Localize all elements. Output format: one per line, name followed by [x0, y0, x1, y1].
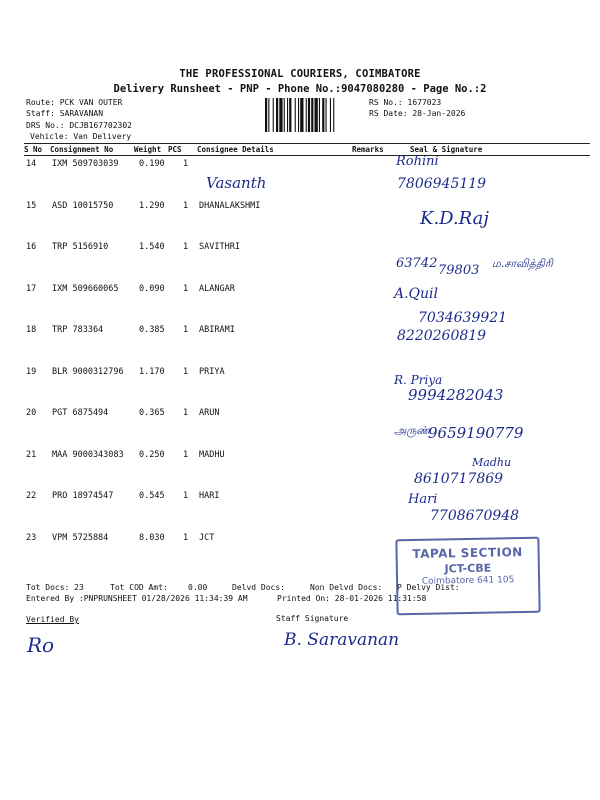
pieces: 1 — [183, 325, 189, 335]
printed-on: Printed On: 28-01-2026 11:31:58 — [277, 594, 427, 603]
table-row — [0, 325, 600, 365]
rs-date: RS Date: 28-Jan-2026 — [369, 109, 466, 118]
consignment-number: BLR 9000312796 — [52, 366, 124, 377]
verified-by-label: Verified By — [26, 615, 79, 624]
barcode-bar — [265, 98, 267, 132]
header-rule-top — [24, 143, 590, 144]
barcode-bar — [284, 98, 285, 132]
row-sno: 18 — [26, 325, 37, 335]
tapal-section-stamp — [395, 537, 540, 616]
handwritten-signature-r21: Madhu — [472, 456, 512, 469]
column-header-weight: Weight — [134, 145, 162, 154]
verified-by-signature: Ro — [27, 633, 55, 657]
staff-label: Staff: SARAVANAN — [26, 109, 104, 118]
consignee-name: JCT — [199, 532, 215, 543]
consignment-number: IXM 509703039 — [52, 159, 119, 169]
barcode-bar — [326, 98, 327, 132]
barcode-bar — [311, 98, 313, 132]
weight: 0.250 — [139, 449, 165, 460]
handwritten-tamil-r20: அருண் — [394, 424, 431, 437]
weight: 0.545 — [139, 491, 165, 501]
consignment-number: TRP 5156910 — [52, 242, 109, 252]
handwritten-tamil-r16: ம.சாவித்திரி — [492, 257, 553, 270]
handwritten-phone-r20: 9659190779 — [428, 424, 524, 442]
handwritten-phone-r22: 7708670948 — [430, 508, 520, 524]
total-docs: Tot Docs: 23 — [26, 583, 84, 592]
barcode-bar — [333, 98, 334, 132]
handwritten-phone-r19: 9994282043 — [408, 386, 504, 404]
pieces: 1 — [183, 242, 189, 252]
column-header-pcs: PCS — [168, 145, 182, 154]
table-row — [0, 201, 600, 241]
pieces: 1 — [183, 200, 189, 211]
barcode-bar — [295, 98, 296, 132]
drs-label: DRS No.: DCJB167702302 — [26, 121, 132, 130]
pieces: 1 — [183, 491, 189, 501]
vehicle-label: Vehicle: Van Delivery — [30, 132, 132, 141]
route-label: Route: PCK VAN OUTER — [26, 98, 123, 107]
table-row — [0, 159, 600, 199]
barcode-bar — [300, 98, 303, 132]
consignee-name: MADHU — [199, 449, 225, 460]
weight: 1.290 — [139, 200, 165, 211]
handwritten-signature-r15: K.D.Raj — [420, 208, 489, 229]
delivered-docs: Delvd Docs: — [232, 583, 285, 592]
pieces: 1 — [183, 408, 189, 418]
weight: 0.090 — [139, 283, 165, 294]
stamp-line-1: TAPAL SECTION — [412, 545, 523, 561]
handwritten-signature-r22: Hari — [408, 492, 438, 507]
consignee-name: HARI — [199, 491, 220, 501]
row-sno: 17 — [26, 283, 37, 294]
consignment-number: ASD 10015750 — [52, 200, 114, 211]
barcode-bar — [289, 98, 291, 132]
rs-number: RS No.: 1677023 — [369, 98, 442, 107]
pieces: 1 — [183, 366, 189, 377]
handwritten-phone-r14: 7806945119 — [397, 176, 487, 192]
row-sno: 16 — [26, 242, 37, 252]
consignment-number: PRO 18974547 — [52, 491, 114, 501]
column-header-seal: Seal & Signature — [410, 145, 483, 154]
barcode-bar — [287, 98, 288, 132]
entered-by: Entered By :PNPRUNSHEET 01/28/2026 11:34:39 AM — [26, 594, 248, 603]
consignee-name: DHANALAKSHMI — [199, 200, 261, 211]
column-header-consignment: Consignment No — [50, 145, 114, 154]
barcode-bar — [273, 98, 274, 132]
row-sno: 19 — [26, 366, 37, 377]
barcode-bar — [308, 98, 310, 132]
staff-signature: B. Saravanan — [284, 630, 400, 650]
header-rule-bottom — [24, 155, 590, 156]
handwritten-phone-r18: 8220260819 — [397, 328, 487, 344]
handwritten-number1-r16: 63742 — [396, 256, 438, 271]
weight: 0.190 — [139, 159, 165, 169]
consignee-name: ALANGAR — [199, 283, 235, 294]
row-sno: 21 — [26, 449, 37, 460]
non-delivered-docs: Non Delvd Docs: — [310, 583, 383, 592]
handwritten-phone-r21: 8610717869 — [414, 471, 504, 487]
row-sno: 22 — [26, 491, 37, 501]
stamp-line-3: Coimbatore 641 105 — [421, 575, 515, 587]
weight: 1.540 — [139, 242, 165, 252]
table-row — [0, 367, 600, 407]
pieces: 1 — [183, 532, 189, 543]
barcode-bar — [279, 98, 282, 132]
consignee-name: ABIRAMI — [199, 325, 235, 335]
handwritten-name-r14: Vasanth — [206, 174, 267, 192]
barcode-bar — [315, 98, 318, 132]
handwritten-phone-r17: 7034639921 — [418, 310, 508, 326]
barcode-bar — [330, 98, 331, 132]
handwritten-signature-r17: A.Quil — [394, 286, 439, 302]
handwritten-signature-r14: Rohini — [396, 154, 439, 169]
pieces: 1 — [183, 159, 189, 169]
consignee-name: SAVITHRI — [199, 242, 240, 252]
handwritten-number2-r16: 79803 — [438, 263, 480, 278]
barcode-bar — [298, 98, 299, 132]
weight: 0.385 — [139, 325, 165, 335]
row-sno: 15 — [26, 200, 37, 211]
row-sno: 14 — [26, 159, 37, 169]
barcode-bar — [268, 98, 269, 132]
page-subtitle: Delivery Runsheet - PNP - Phone No.:9047080280 - Page No.:2 — [113, 83, 487, 95]
barcode-bar — [322, 98, 324, 132]
total-cod-value: 0.00 — [188, 583, 208, 592]
consignee-name: ARUN — [199, 408, 220, 418]
barcode-bar — [276, 98, 278, 132]
row-sno: 23 — [26, 532, 37, 543]
handwritten-signature-r19: R. Priya — [394, 373, 443, 387]
column-header-sno: S No — [24, 145, 43, 154]
stamp-line-2: JCT-CBE — [444, 561, 492, 576]
weight: 0.365 — [139, 408, 165, 418]
consignment-number: PGT 6875494 — [52, 408, 109, 418]
pieces: 1 — [183, 283, 189, 294]
table-row — [0, 284, 600, 324]
barcode-bar — [319, 98, 320, 132]
consignee-name: PRIYA — [199, 366, 225, 377]
partial-delivery: P Delvy Dist: — [397, 583, 460, 592]
page-title: THE PROFESSIONAL COURIERS, COIMBATORE — [179, 68, 421, 80]
weight: 1.170 — [139, 366, 165, 377]
total-cod-label: Tot COD Amt: — [110, 583, 168, 592]
consignment-number: MAA 9000343083 — [52, 449, 124, 460]
staff-signature-label: Staff Signature — [276, 614, 349, 623]
column-header-consignee: Consignee Details — [197, 145, 274, 154]
consignment-number: VPM 5725884 — [52, 532, 109, 543]
consignment-number: IXM 509660065 — [52, 283, 119, 294]
barcode — [263, 97, 367, 133]
barcode-bar — [306, 98, 307, 132]
weight: 8.030 — [139, 532, 165, 543]
pieces: 1 — [183, 449, 189, 460]
column-header-remarks: Remarks — [352, 145, 384, 154]
consignment-number: TRP 783364 — [52, 325, 104, 335]
row-sno: 20 — [26, 408, 37, 418]
